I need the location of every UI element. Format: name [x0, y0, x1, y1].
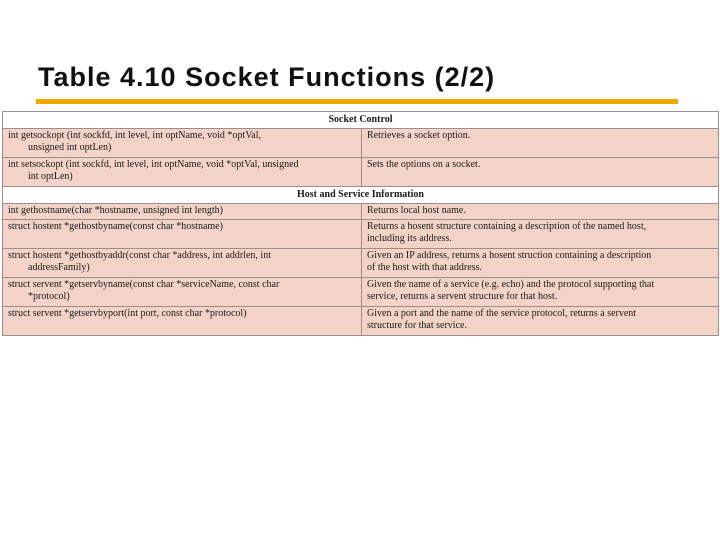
function-signature-cell [3, 307, 362, 336]
table-row [3, 278, 719, 307]
signature-line: addressFamily) [28, 262, 90, 273]
section-header-row [3, 112, 719, 129]
socket-functions-table-container [2, 111, 719, 336]
signature-line: *protocol) [28, 291, 70, 302]
description-line: structure for that service. [367, 320, 467, 331]
signature-line: struct hostent *gethostbyaddr(const char *address, int addrlen, int [8, 250, 271, 261]
section-heading: Socket Control [3, 112, 719, 129]
section-heading: Host and Service Information [3, 187, 719, 204]
function-signature-cell [3, 158, 362, 187]
description-line: service, returns a servent structure for that host. [367, 291, 558, 302]
signature-line: struct hostent *gethostbyname(const char *hostname) [8, 221, 223, 232]
function-description-cell [362, 220, 719, 249]
table-row [3, 158, 719, 187]
description-line: including its address. [367, 233, 452, 244]
description-line: Given a port and the name of the service protocol, returns a servent [367, 308, 637, 319]
description-line: Sets the options on a socket. [367, 159, 481, 170]
description-line: Returns local host name. [367, 205, 466, 216]
description-line: of the host with that address. [367, 262, 482, 273]
function-description-cell [362, 249, 719, 278]
description-line: Given an IP address, returns a hosent struction containing a description [367, 250, 652, 261]
description-line: Retrieves a socket option. [367, 130, 471, 141]
signature-line: struct servent *getservbyport(int port, const char *protocol) [8, 308, 247, 319]
signature-line: int optLen) [28, 171, 73, 182]
function-description-cell [362, 129, 719, 158]
table-row [3, 220, 719, 249]
function-signature-cell [3, 129, 362, 158]
signature-line: struct servent *getservbyname(const char *serviceName, const char [8, 279, 280, 290]
table-row [3, 249, 719, 278]
title-underline [36, 99, 678, 104]
function-description-cell [362, 278, 719, 307]
signature-line: unsigned int optLen) [28, 142, 112, 153]
signature-line: int getsockopt (int sockfd, int level, int optName, void *optVal, [8, 130, 262, 141]
signature-line: int gethostname(char *hostname, unsigned int length) [8, 205, 223, 216]
table-row [3, 307, 719, 336]
function-signature-cell [3, 220, 362, 249]
table-row [3, 204, 719, 220]
function-signature-cell [3, 204, 362, 220]
slide-title: Table 4.10 Socket Functions (2/2) [38, 62, 496, 92]
socket-functions-table [2, 111, 719, 336]
table-row [3, 129, 719, 158]
function-description-cell [362, 307, 719, 336]
description-line: Given the name of a service (e.g. echo) and the protocol supporting that [367, 279, 655, 290]
function-description-cell [362, 204, 719, 220]
description-line: Returns a hosent structure containing a description of the named host, [367, 221, 647, 232]
function-signature-cell [3, 278, 362, 307]
section-header-row [3, 187, 719, 204]
function-description-cell [362, 158, 719, 187]
signature-line: int setsockopt (int sockfd, int level, int optName, void *optVal, unsigned [8, 159, 299, 170]
function-signature-cell [3, 249, 362, 278]
